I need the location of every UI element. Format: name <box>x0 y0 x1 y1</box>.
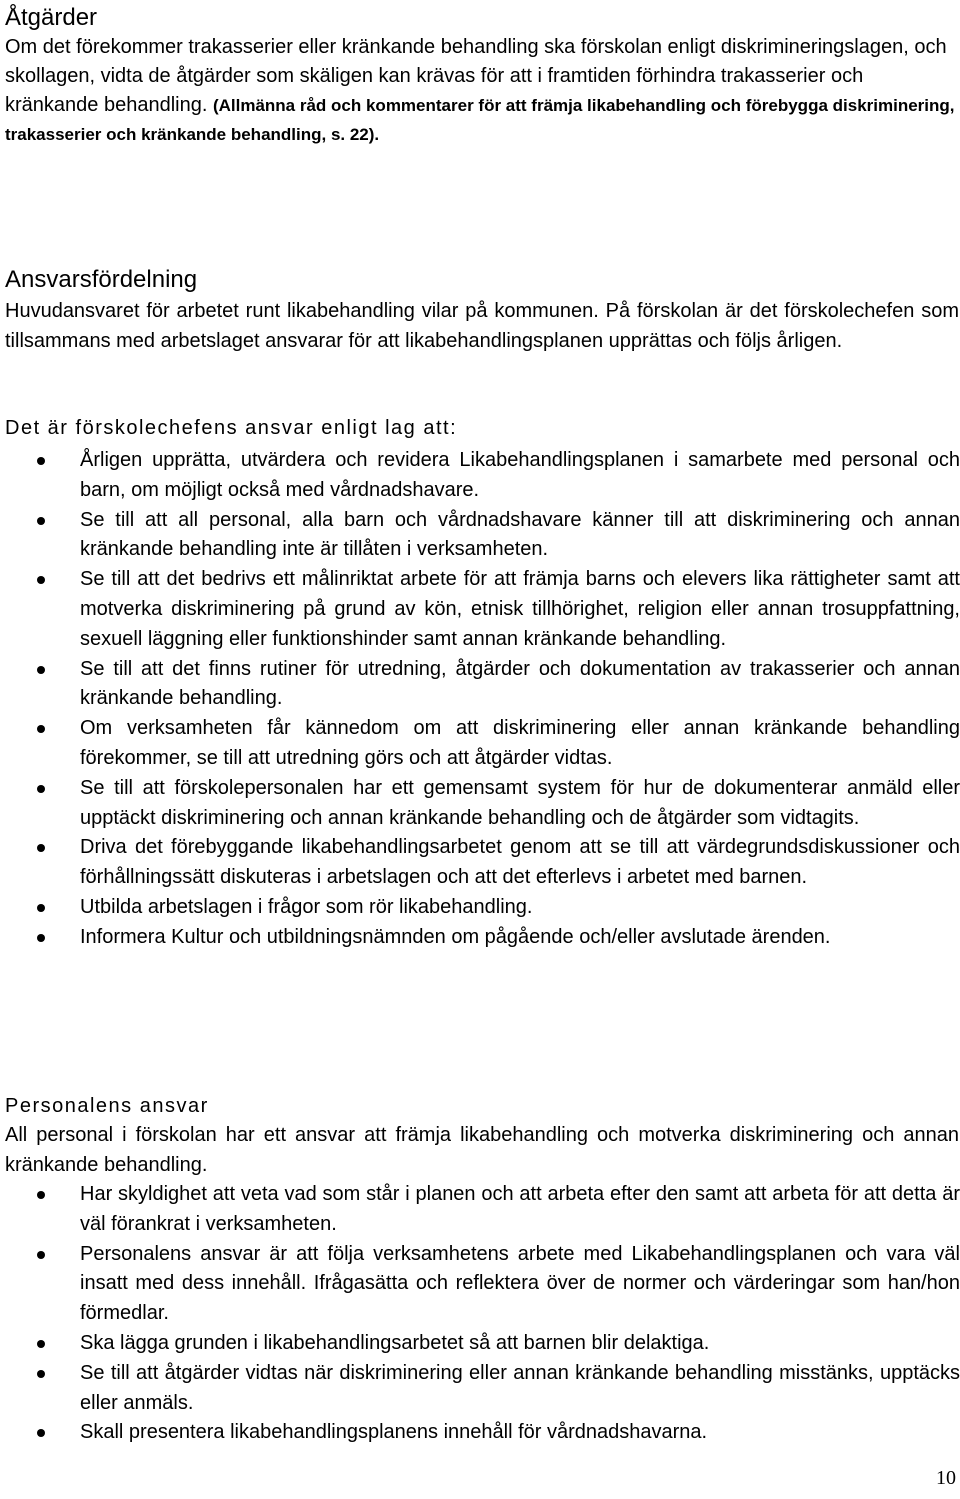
list-item-text: Se till att all personal, alla barn och vårdnadshavare känner till att diskriminering och annan kränkande behandling inte är tillåten i verksamheten. <box>80 508 960 561</box>
bullet-icon <box>37 517 45 525</box>
bullet-icon <box>37 725 45 733</box>
list-item-text: Skall presentera likabehandlingsplanens innehåll för vårdnadshavarna. <box>80 1421 708 1444</box>
bullet-icon <box>37 1429 45 1437</box>
paragraph-atgarder <box>5 33 955 149</box>
bullet-icon <box>37 666 45 674</box>
list-item-text: Informera Kultur och utbildningsnämnden om pågående och/eller avslutade ärenden. <box>80 925 831 948</box>
list-item-text: Ska lägga grunden i likabehandlingsarbetet så att barnen blir delaktiga. <box>80 1331 710 1354</box>
list-item-text: Personalens ansvar är att följa verksamhetens arbete med Likabehandlingsplanen och vara väl insatt med dess innehåll. Ifrågasätta och reflektera över de normer och värderingar som han/hon förmedlar. <box>80 1242 960 1325</box>
paragraph-ansvarsfordelning: Huvudansvaret för arbetet runt likabehandling vilar på kommunen. På förskolan är det förskolechefen som tillsammans med arbetslaget ansvarar för att likabehandlingsplanen upprättas och följs årligen. <box>5 300 959 352</box>
list-item-text: Utbilda arbetslagen i frågor som rör likabehandling. <box>80 895 533 918</box>
reference-note: (Allmänna råd och kommentarer för att främja likabehandling och förebygga diskriminering, trakasserier och kränkande behandling, s. 22). <box>5 96 955 144</box>
heading-atgarder: Åtgärder <box>5 4 98 31</box>
list-item <box>0 655 960 715</box>
list-item-text: Se till att det bedrivs ett målinriktat arbete för att främja barns och elevers lika rättigheter samt att motverka diskriminering på grund av kön, etnisk tillhörighet, religion eller annan trosuppfattning, sexuell läggning eller funktionshinder samt annan kränkande behandling. <box>80 568 960 650</box>
list-item <box>0 774 960 834</box>
list-item <box>0 446 960 506</box>
list-item <box>0 1418 960 1448</box>
list-item <box>0 1329 960 1359</box>
list-forskolechef-ansvar <box>0 446 960 953</box>
bullet-icon <box>37 457 45 465</box>
bullet-icon <box>37 785 45 793</box>
list-item <box>0 714 960 774</box>
bullet-icon <box>37 1191 45 1199</box>
heading-ansvarsfordelning: Ansvarsfördelning <box>5 266 198 293</box>
list-item <box>0 1180 960 1240</box>
bullet-icon <box>37 1251 45 1259</box>
list-item <box>0 1240 960 1329</box>
list-item <box>0 833 960 893</box>
paragraph-personalens-ansvar: All personal i förskolan har ett ansvar att främja likabehandling och motverka diskriminering och annan kränkande behandling. <box>5 1124 959 1176</box>
bullet-icon <box>37 576 45 584</box>
lead-forskolechef: Det är förskolechefens ansvar enligt lag att: <box>5 417 458 439</box>
paragraph-atgarder-text: Om det förekommer trakasserier eller kränkande behandling ska förskolan enligt diskrimineringslagen, och skollagen, vidta de åtgärder som skäligen kan krävas för att i framtiden förhindra trakasserier och kränkande behandling. <box>5 36 947 116</box>
list-item <box>0 565 960 654</box>
bullet-icon <box>37 1370 45 1378</box>
heading-personalens-ansvar: Personalens ansvar <box>5 1095 209 1117</box>
bullet-icon <box>37 934 45 942</box>
list-item <box>0 893 960 923</box>
list-item-text: Årligen upprätta, utvärdera och revidera Likabehandlingsplanen i samarbete med personal och barn, om möjligt också med vårdnadshavare. <box>80 449 960 501</box>
list-item-text: Se till att det finns rutiner för utredning, åtgärder och dokumentation av trakasserier och annan kränkande behandling. <box>80 657 960 710</box>
list-item-text: Om verksamheten får kännedom om att diskriminering eller annan kränkande behandling förekommer, se till att utredning görs och att åtgärder vidtas. <box>80 717 960 769</box>
list-personalens-ansvar <box>0 1180 960 1448</box>
list-item-text: Se till att åtgärder vidtas när diskriminering eller annan kränkande behandling misstänks, upptäcks eller anmäls. <box>80 1361 960 1414</box>
bullet-icon <box>37 844 45 852</box>
list-item <box>0 923 960 953</box>
list-item-text: Driva det förebyggande likabehandlingsarbetet genom att se till att värdegrundsdiskussioner och förhållningssätt diskuteras i arbetslagen och att det efterlevs i arbetet med barnen. <box>80 836 960 889</box>
bullet-icon <box>37 904 45 912</box>
bullet-icon <box>37 1340 45 1348</box>
list-item <box>0 1359 960 1419</box>
list-item <box>0 506 960 566</box>
list-item-text: Se till att förskolepersonalen har ett gemensamt system för hur de dokumenterar anmäld eller upptäckt diskriminering och annan kränkande behandling och de åtgärder som vidtagits. <box>80 776 960 829</box>
page-number: 10 <box>936 1467 956 1489</box>
list-item-text: Har skyldighet att veta vad som står i planen och att arbeta efter den samt att arbeta för att detta är väl förankrat i verksamheten. <box>80 1183 960 1235</box>
